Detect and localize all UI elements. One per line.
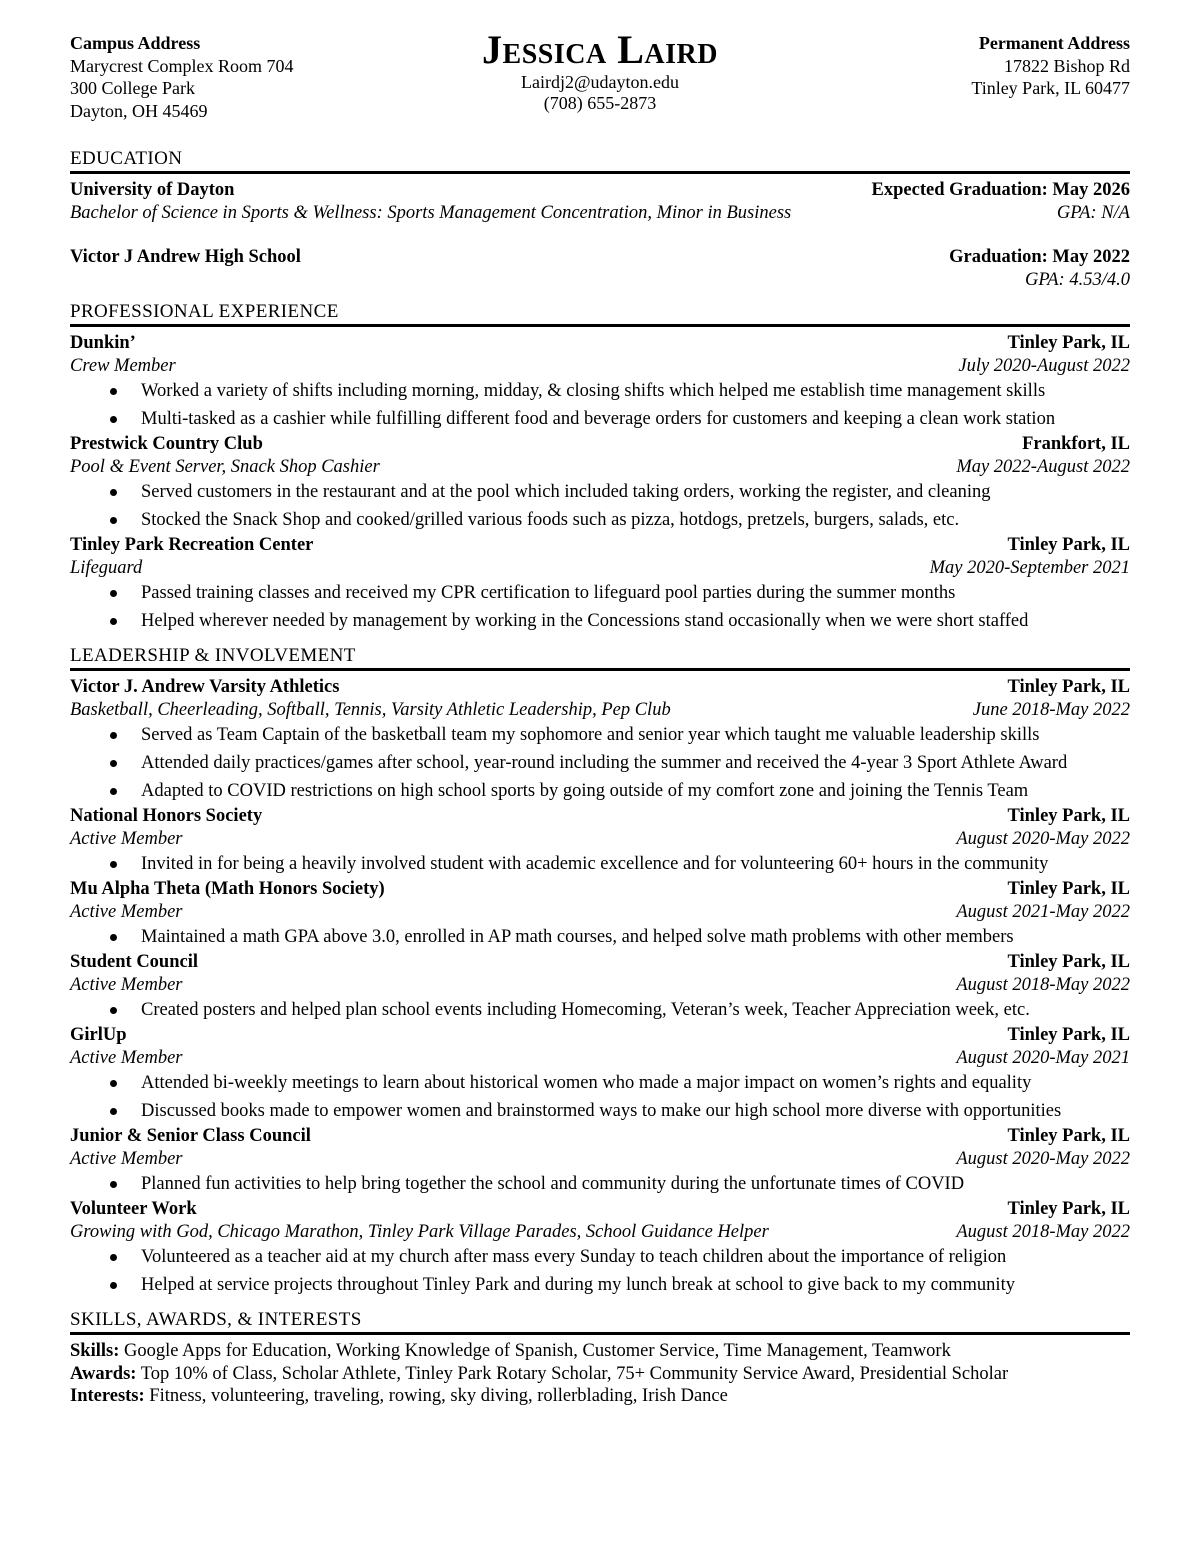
resume-header (70, 28, 1130, 138)
skills-label: Skills: (70, 1341, 120, 1361)
skills-section (70, 1309, 1130, 1408)
organization: Tinley Park Recreation Center (70, 535, 314, 555)
bullet-item: Adapted to COVID restrictions on high school sports by going outside of my comfort zone and joining the Tennis Team (70, 777, 1130, 805)
education-section (70, 148, 1130, 291)
dates: August 2018-May 2022 (956, 1221, 1130, 1242)
education-entry-header (70, 246, 1130, 269)
bullet-item: Worked a variety of shifts including morning, midday, & closing shifts which helped me establish time management skills (70, 377, 1130, 405)
bullet-item: Attended daily practices/games after school, year-round including the summer and received the 4-year 3 Sport Athlete Award (70, 749, 1130, 777)
bullet-item: Helped at service projects throughout Tinley Park and during my lunch break at school to give back to my community (70, 1271, 1130, 1299)
organization: Student Council (70, 952, 198, 972)
location: Tinley Park, IL (1007, 952, 1130, 972)
section-title: EDUCATION (70, 148, 1130, 174)
dates: August 2020-May 2022 (956, 1148, 1130, 1169)
campus-address-line: 300 College Park (70, 78, 195, 98)
interests-label: Interests: (70, 1386, 145, 1406)
bullet-item: Discussed books made to empower women and brainstormed ways to make our high school more diverse with opportunities (70, 1097, 1130, 1125)
organization: Dunkin’ (70, 333, 136, 353)
leadership-entry (70, 805, 1130, 878)
skills-text: Google Apps for Education, Working Knowledge of Spanish, Customer Service, Time Management, Teamwork (123, 1341, 951, 1361)
awards-label: Awards: (70, 1363, 137, 1384)
resume-page (70, 28, 1130, 1408)
role: Crew Member (70, 355, 176, 376)
degree: Bachelor of Science in Sports & Wellness: Sports Management Concentration, Minor in Business (70, 202, 792, 223)
dates: August 2018-May 2022 (956, 974, 1130, 995)
education-entry-details (70, 269, 1130, 292)
dates: June 2018-May 2022 (972, 699, 1130, 720)
organization: Mu Alpha Theta (Math Honors Society) (70, 879, 385, 899)
leadership-entry (70, 1125, 1130, 1198)
experience-entry (70, 433, 1130, 534)
gpa: GPA: N/A (1056, 202, 1130, 223)
role: Active Member (70, 1148, 183, 1169)
bullet-item: Volunteered as a teacher aid at my church after mass every Sunday to teach children about the importance of religion (70, 1243, 1130, 1271)
leadership-section (70, 645, 1130, 1299)
location: Tinley Park, IL (1007, 535, 1130, 555)
bullet-item: Helped wherever needed by management by working in the Concessions stand occasionally when we were short staffed (70, 607, 1130, 635)
leadership-entry (70, 951, 1130, 1024)
section-title: PROFESSIONAL EXPERIENCE (70, 301, 1130, 327)
organization: Volunteer Work (70, 1199, 197, 1219)
role: Active Member (70, 974, 183, 995)
role: Active Member (70, 901, 183, 922)
organization: GirlUp (70, 1025, 127, 1045)
dates: July 2020-August 2022 (958, 355, 1130, 376)
permanent-address-label: Permanent Address (978, 33, 1130, 53)
organization: Prestwick Country Club (70, 434, 263, 454)
experience-entry (70, 332, 1130, 433)
bullet-item: Served as Team Captain of the basketball team my sophomore and senior year which taught me valuable leadership skills (70, 721, 1130, 749)
role: Active Member (70, 1047, 183, 1068)
dates: August 2020-May 2021 (956, 1047, 1130, 1068)
experience-entry (70, 534, 1130, 635)
gpa: GPA: 4.53/4.0 (1024, 269, 1130, 290)
leadership-entry (70, 1024, 1130, 1125)
education-entry-header (70, 179, 1130, 202)
dates: August 2020-May 2022 (956, 828, 1130, 849)
leadership-entry (70, 676, 1130, 805)
awards-text: Top 10% of Class, Scholar Athlete, Tinley Park Rotary Scholar, 75+ Community Service Award, Presidential Scholar (140, 1363, 1009, 1384)
leadership-entry (70, 878, 1130, 951)
email-link[interactable]: Lairdj2@udayton.edu (520, 72, 680, 92)
bullet-item: Planned fun activities to help bring together the school and community during the unfortunate times of COVID (70, 1170, 1130, 1198)
organization: National Honors Society (70, 806, 263, 826)
role: Lifeguard (70, 557, 143, 578)
location: Tinley Park, IL (1007, 333, 1130, 353)
bullet-item: Passed training classes and received my CPR certification to lifeguard pool parties during the summer months (70, 579, 1130, 607)
bullet-item: Invited in for being a heavily involved student with academic excellence and for volunteering 60+ hours in the community (70, 850, 1130, 878)
dates: May 2022-August 2022 (956, 456, 1130, 477)
permanent-address-line: 17822 Bishop Rd (1003, 55, 1130, 76)
skills-line (70, 1340, 1130, 1363)
campus-address-line: Dayton, OH 45469 (70, 100, 208, 121)
location: Tinley Park, IL (1007, 677, 1130, 697)
location: Frankfort, IL (1022, 434, 1130, 454)
school-name: University of Dayton (70, 180, 235, 200)
bullet-item: Maintained a math GPA above 3.0, enrolled in AP math courses, and helped solve math problems with other members (70, 923, 1130, 951)
applicant-name: Jessica Laird (482, 27, 718, 72)
awards-line (70, 1363, 1130, 1386)
bullet-item: Multi-tasked as a cashier while fulfilling different food and beverage orders for customers and keeping a clean work station (70, 405, 1130, 433)
education-entry-details (70, 202, 1130, 225)
role: Growing with God, Chicago Marathon, Tinley Park Village Parades, School Guidance Helper (70, 1221, 769, 1242)
role: Basketball, Cheerleading, Softball, Tennis, Varsity Athletic Leadership, Pep Club (70, 699, 671, 720)
bullet-item: Attended bi-weekly meetings to learn about historical women who made a major impact on women’s rights and equality (70, 1069, 1130, 1097)
role: Pool & Event Server, Snack Shop Cashier (70, 456, 380, 477)
location: Tinley Park, IL (1007, 1199, 1130, 1219)
permanent-address (971, 32, 1130, 100)
bullet-item: Stocked the Snack Shop and cooked/grilled various foods such as pizza, hotdogs, pretzels, burgers, salads, etc. (70, 506, 1130, 534)
bullet-item: Served customers in the restaurant and at the pool which included taking orders, working the register, and cleaning (70, 478, 1130, 506)
experience-section (70, 301, 1130, 635)
dates: May 2020-September 2021 (929, 557, 1130, 578)
leadership-entry (70, 1198, 1130, 1299)
location: Tinley Park, IL (1007, 806, 1130, 826)
campus-address-label: Campus Address (70, 33, 201, 53)
location: Tinley Park, IL (1007, 1126, 1130, 1146)
section-title: SKILLS, AWARDS, & INTERESTS (70, 1309, 1130, 1335)
interests-line (70, 1385, 1130, 1408)
school-name: Victor J Andrew High School (70, 247, 301, 267)
interests-text: Fitness, volunteering, traveling, rowing, sky diving, rollerblading, Irish Dance (149, 1386, 728, 1406)
graduation-date: Graduation: May 2022 (949, 247, 1130, 267)
location: Tinley Park, IL (1007, 879, 1130, 899)
role: Active Member (70, 828, 183, 849)
location: Tinley Park, IL (1007, 1025, 1130, 1045)
organization: Victor J. Andrew Varsity Athletics (70, 677, 340, 697)
bullet-item: Created posters and helped plan school events including Homecoming, Veteran’s week, Teacher Appreciation week, etc. (70, 996, 1130, 1024)
permanent-address-line: Tinley Park, IL 60477 (971, 78, 1130, 98)
dates: August 2021-May 2022 (956, 901, 1130, 922)
campus-address-line: Marycrest Complex Room 704 (70, 55, 294, 76)
phone-number: (708) 655-2873 (543, 93, 657, 113)
graduation-date: Expected Graduation: May 2026 (871, 180, 1130, 200)
organization: Junior & Senior Class Council (70, 1126, 311, 1146)
section-title: LEADERSHIP & INVOLVEMENT (70, 645, 1130, 671)
